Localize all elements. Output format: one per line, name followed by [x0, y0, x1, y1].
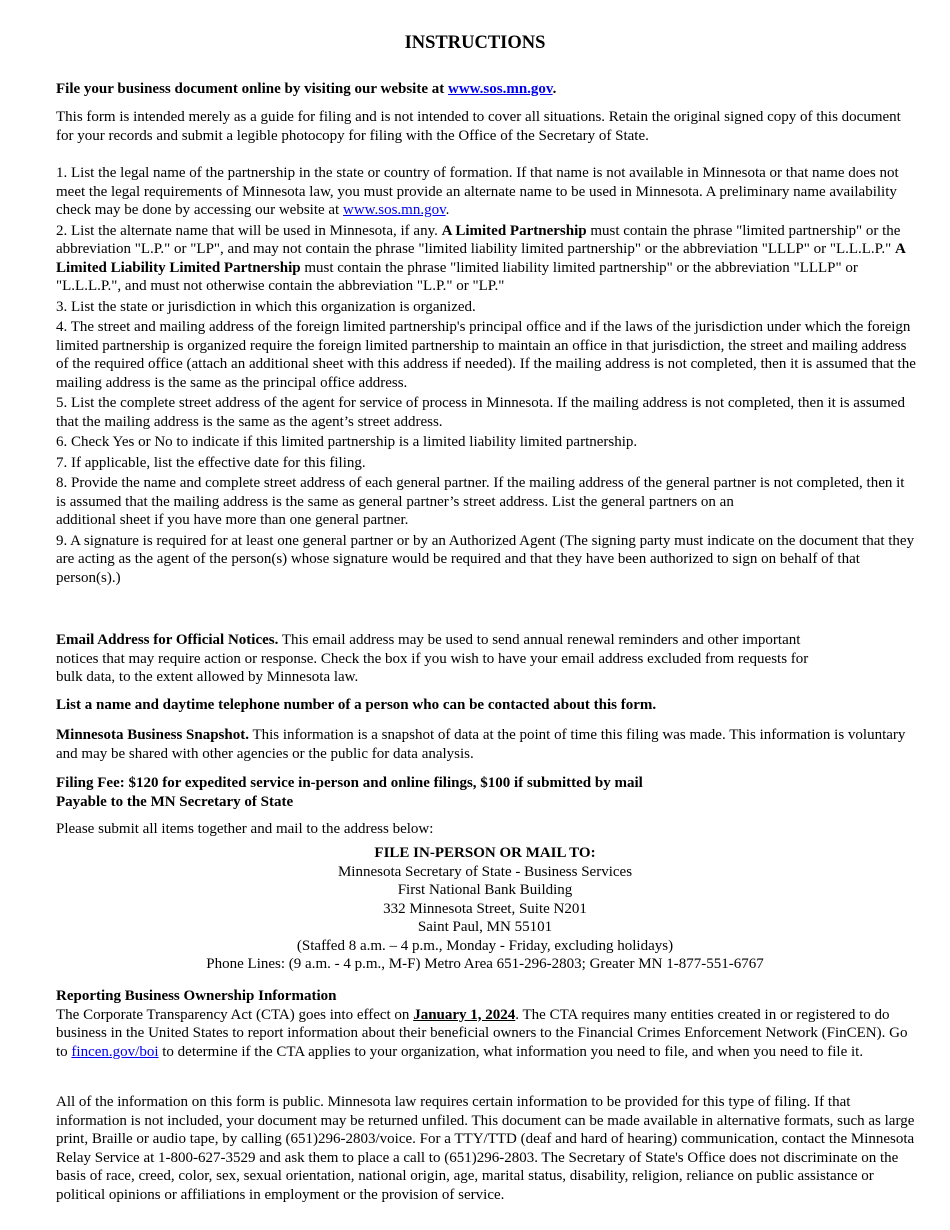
list-item: 8. Provide the name and complete street address of each general partner. If the mailing address of the general partner is not completed, then it is assumed that the mailing address is the same as general partner’s street address. List the general partners on an [56, 475, 905, 510]
list-item: 6. Check Yes or No to indicate if this limited partnership is a limited liability limited partnership. [56, 434, 638, 450]
list-item: 1. List the legal name of the partnership in the state or country of formation. If that name is not available in Minnesota or that name does not meet the legal requirements of Minnesota law, you must provide an alternate name to be used in Minnesota. A preliminary name availability check may be done by accessing our website at www.sos.mn.gov. [56, 165, 899, 218]
business-snapshot: Minnesota Business Snapshot. This information is a snapshot of data at the point of time this filing was made. This information is voluntary and may be shared with other agencies or the public for data analysis. [56, 727, 906, 762]
cta-section: Reporting Business Ownership Information The Corporate Transparency Act (CTA) goes into effect on January 1, 2024. The CTA requires many entities created in or registered to do business in the United States to report information about their beneficial owners to the Financial Crimes Enforcement Network (FinCEN). Go to fincen.gov/boi to determine if the CTA applies to your organization, what information you need to file, and when you need to file it. [56, 988, 908, 1060]
public-info-paragraph: All of the information on this form is public. Minnesota law requires certain information to be provided for this type of filing. If that information is not included, your document may be returned unfiled. This document can be made available in alternative formats, such as large print, Braille or audio tape, by calling (651)296-2803/voice. For a TTY/TTD (deaf and hard of hearing) communication, contact the Minnesota Relay Service at 1-800-627-3529 and ask them to place a call to (651)296-2803. The Secretary of State's Office does not discriminate on the basis of race, creed, color, sex, sexual orientation, national origin, age, marital status, disability, religion, reliance on public assistance or political opinions or affiliations in employment or the provision of service. [56, 1094, 915, 1203]
list-item: 5. List the complete street address of the agent for service of process in Minnesota. If the mailing address is not completed, then it is assumed that the mailing address is the same as the agent’s street address. [56, 395, 905, 430]
sos-website-link-2[interactable]: www.sos.mn.gov [342, 202, 446, 218]
list-item: additional sheet if you have more than one general partner. [56, 512, 409, 528]
instruction-list [56, 164, 918, 589]
list-item: 4. The street and mailing address of the foreign limited partnership's principal office and if the laws of the jurisdiction under which the foreign limited partnership is organized require the foreign limited partnership to maintain an office in that jurisdiction, the street and mailing address of the required office (attach an additional sheet with this address if needed). If the mailing address is not completed, then it is assumed that the mailing address is the same as the principal office address. [56, 319, 916, 391]
sos-website-link[interactable]: www.sos.mn.gov [448, 81, 553, 97]
contact-note: List a name and daytime telephone number of a person who can be contacted about this form. [56, 697, 657, 713]
list-item: 9. A signature is required for at least one general partner or by an Authorized Agent (The signing party must indicate on the document that they are acting as the agent of the person(s) whose signature would be required and that they have been authorized to sign on behalf of that person(s).) [56, 532, 915, 586]
mailing-address: FILE IN-PERSON OR MAIL TO: Minnesota Secretary of State - Business Services First National Bank Building 332 Minnesota Street, Suite N201 Saint Paul, MN 55101 (Staffed 8 a.m. – 4 p.m., Monday - Friday, excluding holidays) Phone Lines: (9 a.m. - 4 p.m., M-F) Metro Area 651-296-2803; Greater MN 1-877-551-6767 [206, 845, 764, 972]
list-item: 7. If applicable, list the effective date for this filing. [56, 454, 366, 471]
fincen-link[interactable]: fincen.gov/boi [71, 1043, 159, 1060]
list-item: 2. List the alternate name that will be used in Minnesota, if any. A Limited Partnership must contain the phrase "limited partnership" or the abbreviation "L.P." or "LP", and may not contain the phrase "limited liability limited partnership" or the abbreviation "LLLP" or "L.L.L.P." A Limited Liability Limited Partnership must contain the phrase "limited liability limited partnership" or the abbreviation "LLLP" or "L.L.L.P.", and must not otherwise contain the abbreviation "L.P." or "LP." [56, 222, 905, 294]
filing-fee: Filing Fee: $120 for expedited service in-person and online filings, $100 if submitted by mail Payable to the MN Secretary of State [56, 775, 643, 810]
page-title: INSTRUCTIONS [404, 33, 546, 53]
online-filing-note: File your business document online by visiting our website at www.sos.mn.gov. [56, 81, 557, 97]
intro-paragraph: This form is intended merely as a guide for filing and is not intended to cover all situations. Retain the original signed copy of this document for your records and submit a legible photocopy for filing with the Office of the Secretary of State. [56, 109, 901, 144]
list-item: 3. List the state or jurisdiction in which this organization is organized. [56, 298, 476, 315]
email-notice: Email Address for Official Notices. This email address may be used to send annual renewal reminders and other important notices that may require action or response. Check the box if you wish to have your email address excluded from requests for bulk data, to the extent allowed by Minnesota law. [56, 632, 809, 685]
submit-note: Please submit all items together and mail to the address below: [56, 821, 434, 837]
